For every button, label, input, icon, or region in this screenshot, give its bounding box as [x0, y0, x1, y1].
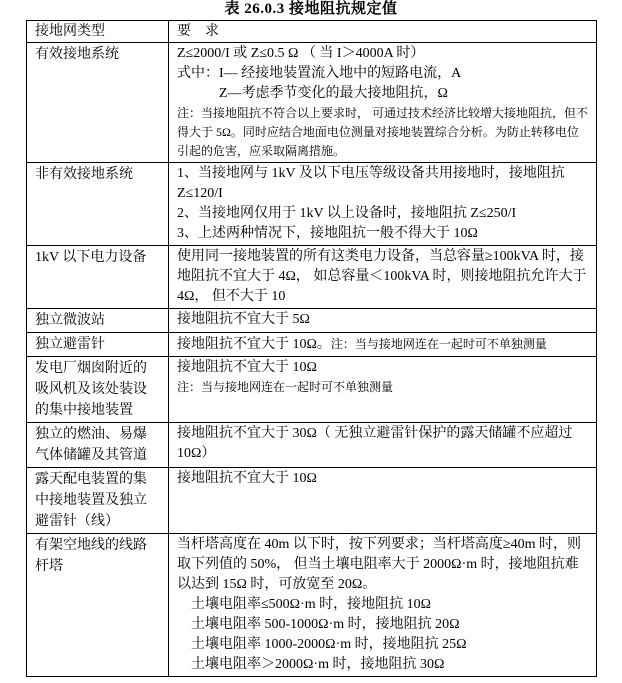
requirement-line [177, 310, 588, 330]
requirement-text: 2、当接地网仅用于 1kV 以上设备时，接地阻抗 Z≤250/I [177, 206, 517, 221]
requirement-text: 3、上述两种情况下，接地阻抗一般不得大于 10Ω [177, 226, 478, 241]
requirement-cell [169, 534, 597, 677]
requirement-line [177, 595, 588, 615]
requirement-line [177, 535, 588, 595]
table-caption: 表 26.0.3 接地阻抗规定值 [224, 1, 398, 17]
table-row [27, 468, 597, 534]
requirement-line [177, 64, 588, 84]
requirement-line [177, 204, 588, 224]
table-row [27, 246, 597, 309]
requirement-line [177, 104, 588, 161]
grid-type-cell: 非有效接地系统 [27, 163, 169, 246]
requirement-text: 1、当接地网与 1kV 及以下电压等级设备共用接地时，接地阻抗 Z≤120/I [177, 166, 565, 201]
requirement-line [177, 84, 588, 104]
grid-type-cell: 独立微波站 [27, 309, 169, 333]
requirement-cell [169, 163, 597, 246]
note-text: 注：当与接地网连在一起时可不单独测量 [177, 380, 394, 394]
header-cell-requirement: 要 求 [169, 21, 597, 43]
requirement-line [177, 224, 588, 244]
requirement-text: Z—考虑季节变化的最大接地阻抗，Ω [219, 86, 448, 101]
requirement-text: 土壤电阻率 500-1000Ω·m 时，接地阻抗 20Ω [191, 617, 460, 632]
requirement-text: Z≤2000/I 或 Z≤0.5 Ω （ 当 I＞4000A 时） [177, 46, 425, 61]
note-text: 注：当与接地网连在一起时可不单独测量 [330, 337, 547, 351]
requirement-text: 接地阻抗不宜大于 10Ω [177, 471, 317, 486]
header-cell-grid-type: 接地网类型 [27, 21, 169, 43]
requirement-line [177, 358, 588, 378]
requirement-cell [169, 309, 597, 333]
table-body [27, 43, 597, 677]
table-row [27, 333, 597, 357]
requirement-cell [169, 333, 597, 357]
requirement-text: 当杆塔高度在 40m 以下时，按下列要求；当杆塔高度≥40m 时，则取下列值的 50%， 但当土壤电阻率大于 2000Ω·m 时，接地阻抗难以达到 15Ω 时，可放宽至 20Ω。 [177, 537, 581, 592]
grid-type-cell: 有效接地系统 [27, 43, 169, 163]
table-row [27, 534, 597, 677]
grid-type-cell: 1kV 以下电力设备 [27, 246, 169, 309]
requirement-cell [169, 246, 597, 309]
requirement-line [177, 635, 588, 655]
requirement-text: 式中：I— 经接地装置流入地中的短路电流，A [177, 66, 462, 81]
requirement-line [177, 615, 588, 635]
table-row [27, 423, 597, 468]
requirement-text: 接地阻抗不宜大于 5Ω [177, 312, 310, 327]
requirement-text: 使用同一接地装置的所有这类电力设备，当总容量≥100kVA 时，接地阻抗不宜大于 4Ω， 如总容量＜100kVA 时，则接地阻抗允许大于 4Ω， 但不大于 10 [177, 249, 587, 304]
note-text: 注：当接地阻抗不符合以上要求时， 可通过技术经济比较增大接地阻抗，但不得大于 5Ω。同时应结合地面电位测量对接地装置综合分析。为防止转移电位引起的危害，应采取隔离措施。 [177, 106, 589, 158]
table-row [27, 43, 597, 163]
requirement-line [177, 424, 588, 464]
requirement-line [177, 469, 588, 489]
grid-type-cell: 独立的燃油、易爆气体储罐及其管道 [27, 423, 169, 468]
requirement-text: 土壤电阻率＞2000Ω·m 时，接地阻抗 30Ω [191, 657, 445, 672]
requirement-text: 接地阻抗不宜大于 10Ω [177, 360, 317, 375]
requirement-line [177, 247, 588, 307]
table-row [27, 163, 597, 246]
requirement-text: 接地阻抗不宜大于 30Ω（ 无独立避雷针保护的露天储罐不应超过 10Ω） [177, 426, 573, 461]
grid-type-cell: 独立避雷针 [27, 333, 169, 357]
requirement-cell [169, 468, 597, 534]
requirement-cell [169, 423, 597, 468]
grid-type-cell: 发电厂烟囱附近的吸风机及该处装设的集中接地装置 [27, 357, 169, 423]
grid-type-cell: 露天配电装置的集中接地装置及独立避雷针（线） [27, 468, 169, 534]
requirement-line [177, 44, 588, 64]
header-row [27, 21, 597, 43]
grounding-impedance-table [26, 20, 597, 677]
requirement-line [177, 378, 588, 397]
requirement-text: 接地阻抗不宜大于 10Ω。 [177, 337, 331, 352]
table-row [27, 357, 597, 423]
grid-type-cell: 有架空地线的线路杆塔 [27, 534, 169, 677]
requirement-text: 土壤电阻率 1000-2000Ω·m 时，接地阻抗 25Ω [191, 637, 467, 652]
requirement-line [177, 655, 588, 675]
requirement-cell [169, 357, 597, 423]
requirement-line [177, 334, 588, 355]
table-row [27, 309, 597, 333]
requirement-cell [169, 43, 597, 163]
requirement-line [177, 164, 588, 204]
table-header [27, 21, 597, 43]
requirement-text: 土壤电阻率≤500Ω·m 时，接地阻抗 10Ω [191, 597, 432, 612]
